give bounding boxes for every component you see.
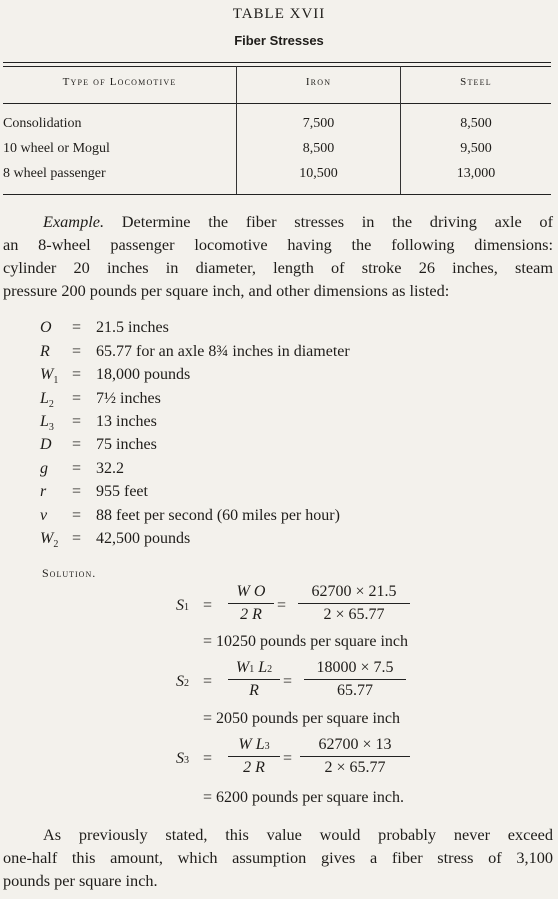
table-cell: 9,500 — [460, 141, 492, 156]
fraction-bar — [304, 679, 406, 680]
table-bottom-rule — [3, 194, 551, 195]
equation-s3-numerator: W L3 — [238, 736, 270, 753]
equals-sign: = — [283, 673, 293, 690]
equation-s3-denominator: 2 R — [243, 759, 265, 776]
table-cell: 10 wheel or Mogul — [3, 141, 110, 156]
variable-value: 7½ inches — [96, 390, 161, 407]
equals-sign: = — [72, 436, 82, 453]
variable-symbol: $L_2$ — [40, 390, 54, 411]
variable-value: 88 feet per second (60 miles per hour) — [96, 507, 340, 524]
variable-value: 18,000 pounds — [96, 366, 191, 383]
example-text-line: cylinder 20 inches in diameter, length of stroke 26 inches, steam — [3, 258, 553, 277]
variable-value: 65.77 for an axle 8¾ inches in diameter — [96, 343, 350, 360]
table-top-rule — [3, 62, 551, 63]
column-header-type: Type of Locomotive — [62, 76, 177, 88]
conclusion-text-line: pounds per square inch. — [3, 871, 158, 890]
equation-s2-result: = 2050 pounds per square inch — [203, 710, 400, 727]
table-cell: 8,500 — [460, 116, 492, 131]
table-cell: 8,500 — [302, 141, 335, 156]
equation-s2-numerator-values: 18000 × 7.5 — [316, 659, 394, 676]
variable-symbol: v — [40, 507, 48, 524]
equals-sign: = — [283, 750, 293, 767]
fraction-bar — [228, 756, 280, 757]
equation-s2-lhs: S2 — [176, 673, 189, 690]
equals-sign: = — [72, 366, 82, 383]
example-text-line: pressure 200 pounds per square inch, and other dimensions as listed: — [3, 281, 450, 300]
example-label: Example. — [43, 212, 105, 231]
equation-s1-denominator: 2 R — [240, 606, 262, 623]
table-cell: 13,000 — [456, 166, 496, 181]
table-cell: 7,500 — [302, 116, 335, 131]
variable-symbol: r — [40, 483, 47, 500]
fraction-bar — [300, 756, 410, 757]
table-header-rule — [3, 103, 551, 104]
table-cell: 8 wheel passenger — [3, 166, 106, 181]
conclusion-paragraph — [3, 823, 553, 892]
equation-s3-result: = 6200 pounds per square inch. — [203, 789, 404, 806]
equation-s1-numerator: W O — [236, 583, 266, 600]
equals-sign: = — [72, 530, 82, 547]
example-paragraph — [3, 210, 553, 302]
variable-value: 955 feet — [96, 483, 148, 500]
equation-s1-numerator-values: 62700 × 21.5 — [311, 583, 397, 600]
variable-symbol: $L_3$ — [40, 413, 54, 434]
equation-s2-denominator: R — [249, 682, 259, 699]
example-text-line: an 8-wheel passenger locomotive having the following dimensions: — [3, 235, 553, 254]
variable-symbol: D — [40, 436, 52, 453]
column-header-steel: Steel — [460, 76, 492, 88]
equals-sign: = — [277, 597, 287, 614]
example-text-line: Determine the fiber stresses in the driving axle of — [104, 212, 553, 231]
table-top-rule-inner — [3, 66, 551, 67]
equation-s2-numerator: W1 L2 — [235, 659, 273, 676]
fraction-bar — [228, 679, 280, 680]
variable-value: 32.2 — [96, 460, 124, 477]
equation-s3-lhs: S3 — [176, 750, 189, 767]
equals-sign: = — [72, 507, 82, 524]
table-title: Fiber Stresses — [234, 33, 324, 48]
equation-s3-denominator-values: 2 × 65.77 — [324, 759, 386, 776]
equals-sign: = — [72, 483, 82, 500]
table-cell: Consolidation — [3, 116, 82, 131]
variable-value: 75 inches — [96, 436, 157, 453]
table-cell: 10,500 — [299, 166, 338, 181]
equals-sign: = — [203, 750, 213, 767]
variable-symbol: $W_1$ — [40, 366, 59, 387]
equation-s2-denominator-values: 65.77 — [337, 682, 373, 699]
fraction-bar — [228, 603, 274, 604]
equation-s1-result: = 10250 pounds per square inch — [203, 633, 408, 650]
equation-s1-lhs: S1 — [176, 597, 189, 614]
column-header-iron: Iron — [305, 76, 332, 88]
solution-label: Solution. — [42, 566, 97, 580]
equals-sign: = — [72, 343, 82, 360]
conclusion-text-line: one-half this amount, which assumption gives a fiber stress of 3,100 — [3, 848, 553, 867]
variable-value: 13 inches — [96, 413, 157, 430]
equation-s1-denominator-values: 2 × 65.77 — [323, 606, 385, 623]
variable-symbol: R — [40, 343, 50, 360]
variable-value: 21.5 inches — [96, 319, 169, 336]
equation-s3-numerator-values: 62700 × 13 — [318, 736, 392, 753]
equals-sign: = — [72, 413, 82, 430]
equals-sign: = — [72, 390, 82, 407]
equals-sign: = — [72, 319, 82, 336]
fraction-bar — [298, 603, 410, 604]
variable-symbol: $W_2$ — [40, 530, 59, 551]
equals-sign: = — [72, 460, 82, 477]
equals-sign: = — [203, 597, 213, 614]
variable-symbol: O — [40, 319, 52, 336]
table-number: TABLE XVII — [232, 6, 326, 22]
variable-symbol: g — [40, 460, 48, 477]
equals-sign: = — [203, 673, 213, 690]
conclusion-text-line: As previously stated, this value would probably never exceed — [43, 825, 553, 844]
variable-value: 42,500 pounds — [96, 530, 191, 547]
